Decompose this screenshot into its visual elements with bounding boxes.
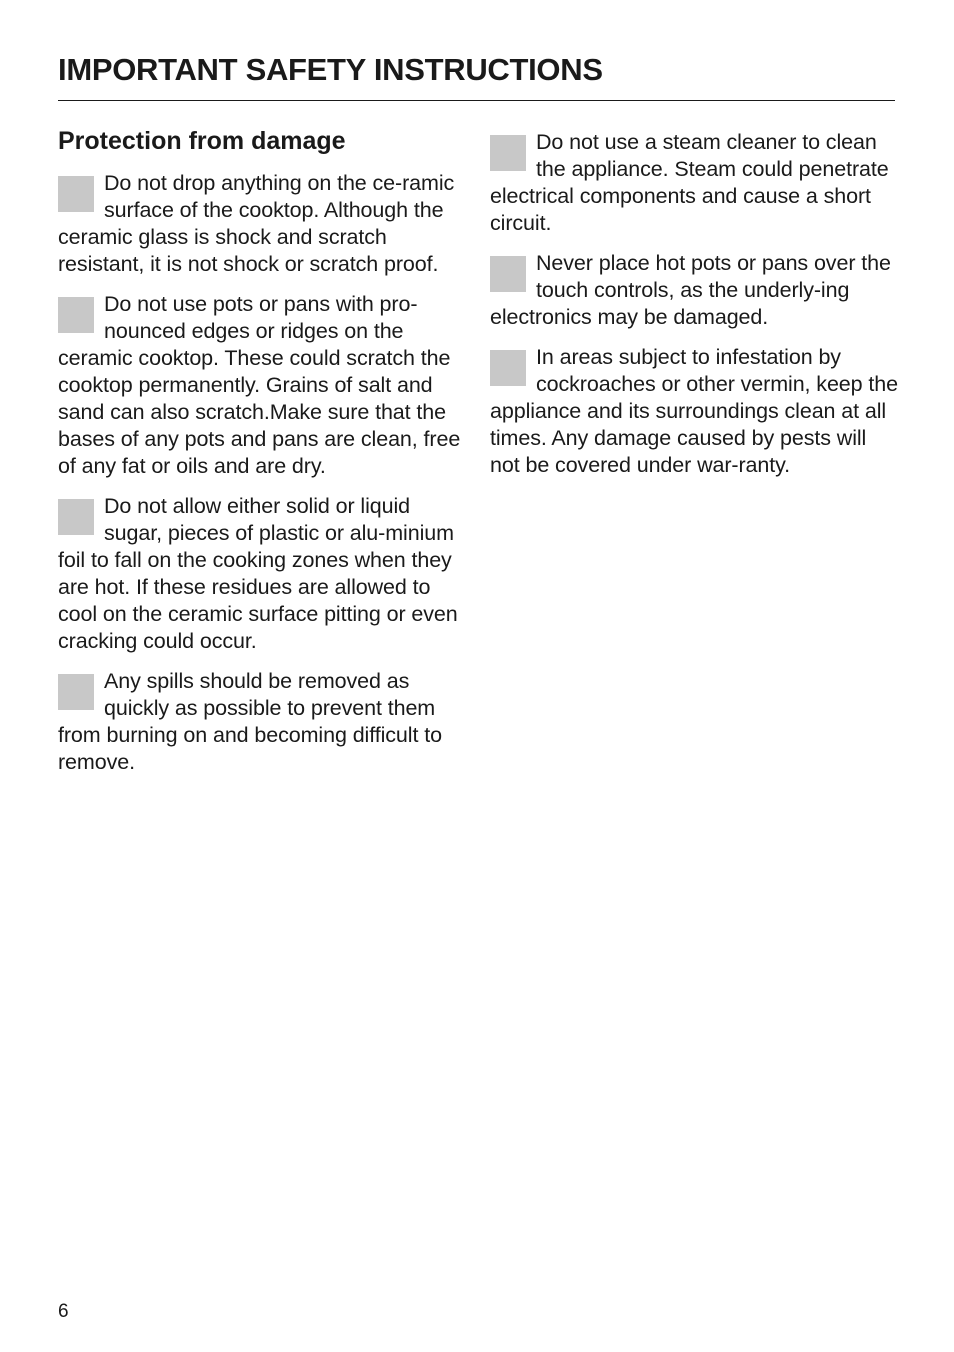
bullet-square-icon (58, 297, 94, 333)
instruction-text: Any spills should be removed as quickly as possible to prevent them from burning on and becoming difficult to remove. (58, 669, 442, 774)
instruction-text: Never place hot pots or pans over the touch controls, as the underly-ing electronics may be damaged. (490, 251, 891, 329)
page-number: 6 (58, 1301, 69, 1322)
instruction-text: Do not use a steam cleaner to clean the appliance. Steam could penetrate electrical components and cause a short circuit. (490, 130, 889, 235)
page-header (58, 50, 895, 101)
instruction-item (490, 344, 898, 479)
bullet-square-icon (58, 499, 94, 535)
instruction-text: In areas subject to infestation by cockroaches or other vermin, keep the appliance and its surroundings clean at all times. Any damage caused by pests will not be covered under war-ranty. (490, 345, 898, 477)
page-title: IMPORTANT SAFETY INSTRUCTIONS (58, 52, 603, 87)
bullet-square-icon (490, 256, 526, 292)
instruction-item (58, 291, 466, 480)
instruction-text: Do not use pots or pans with pro-nounced edges or ridges on the ceramic cooktop. These could scratch the cooktop permanently. Grains of salt and sand can also scratch.Make sure that the bases of any pots and pans are clean, free of any fat or oils and are dry. (58, 292, 461, 478)
instruction-item (490, 129, 898, 237)
left-column (58, 124, 466, 789)
bullet-square-icon (58, 176, 94, 212)
instruction-text: Do not allow either solid or liquid sugar, pieces of plastic or alu-minium foil to fall on the cooking zones when they are hot. If these residues are allowed to cool on the ceramic surface pitting or even cracking could occur. (58, 494, 458, 653)
instruction-item (58, 493, 466, 655)
instruction-item (490, 250, 898, 331)
bullet-square-icon (490, 135, 526, 171)
instruction-item (58, 170, 466, 278)
bullet-square-icon (490, 350, 526, 386)
section-heading: Protection from damage (58, 127, 346, 155)
right-column (490, 129, 898, 492)
instruction-text: Do not drop anything on the ce-ramic surface of the cooktop. Although the ceramic glass is shock and scratch resistant, it is not shock or scratch proof. (58, 171, 455, 276)
bullet-square-icon (58, 674, 94, 710)
instruction-item (58, 668, 466, 776)
